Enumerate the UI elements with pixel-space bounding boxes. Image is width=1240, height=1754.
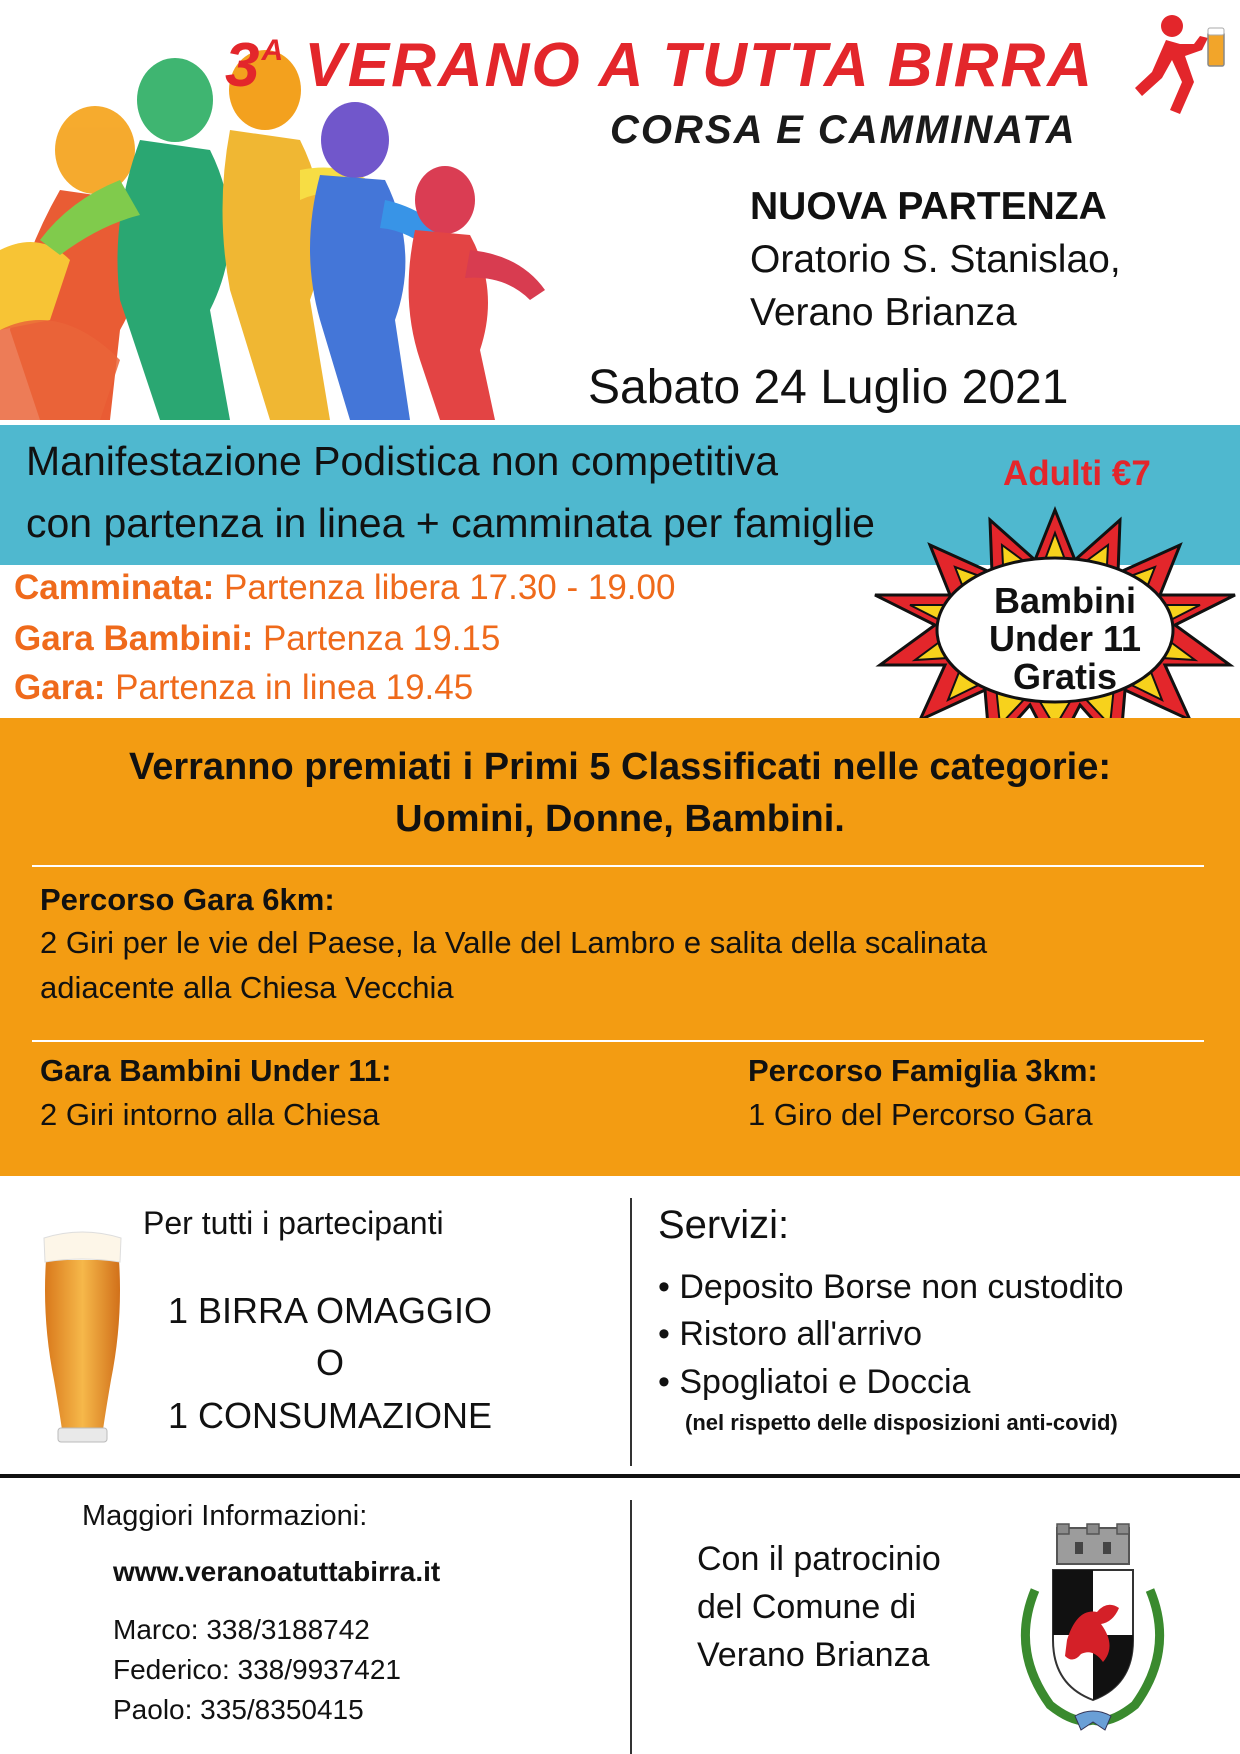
participants-heading: Per tutti i partecipanti bbox=[143, 1205, 444, 1241]
schedule-race: Gara: Partenza in linea 19.45 bbox=[14, 668, 474, 707]
participants-or: O bbox=[315, 1342, 344, 1383]
kids-offer-line-3: Gratis bbox=[1012, 656, 1118, 697]
services-item-3: • Spogliatoi e Doccia bbox=[658, 1363, 971, 1401]
services-item-1: • Deposito Borse non custodito bbox=[658, 1268, 1124, 1306]
participants-beer: 1 BIRRA OMAGGIO bbox=[167, 1290, 493, 1331]
kids-course-title: Gara Bambini Under 11: bbox=[40, 1053, 392, 1088]
kids-offer-line-2: Under 11 bbox=[988, 618, 1142, 659]
contact-paolo: Paolo: 335/8350415 bbox=[113, 1694, 364, 1725]
section-divider bbox=[0, 1474, 1240, 1478]
contact-marco: Marco: 338/3188742 bbox=[113, 1614, 370, 1645]
adult-price: Adulti €7 bbox=[1003, 454, 1151, 493]
event-date: Sabato 24 Luglio 2021 bbox=[588, 361, 1069, 414]
prizes-line-2: Uomini, Donne, Bambini. bbox=[395, 798, 845, 840]
venue-town: Verano Brianza bbox=[750, 291, 1017, 334]
website-link[interactable]: www.veranoatuttabirra.it bbox=[113, 1556, 441, 1587]
description-line-1: Manifestazione Podistica non competitiva bbox=[26, 438, 779, 484]
race-course-line-2: adiacente alla Chiesa Vecchia bbox=[40, 970, 454, 1005]
divider bbox=[32, 1040, 1204, 1042]
race-course-line-1: 2 Giri per le vie del Paese, la Valle del Lambro e salita della scalinata bbox=[40, 925, 988, 960]
race-course-title: Percorso Gara 6km: bbox=[40, 882, 335, 917]
info-heading: Maggiori Informazioni: bbox=[82, 1500, 368, 1532]
runner-beer-logo bbox=[1130, 10, 1230, 120]
kids-course-text: 2 Giri intorno alla Chiesa bbox=[40, 1097, 380, 1132]
participants-drink: 1 CONSUMAZIONE bbox=[167, 1395, 493, 1436]
family-course-title: Percorso Famiglia 3km: bbox=[748, 1053, 1098, 1088]
kids-offer-line-1: Bambini bbox=[993, 580, 1136, 621]
services-item-2: • Ristoro all'arrivo bbox=[658, 1315, 923, 1353]
schedule-walk: Camminata: Partenza libera 17.30 - 19.00 bbox=[14, 568, 676, 607]
patronage-line-1: Con il patrocinio bbox=[697, 1540, 941, 1578]
description-line-2: con partenza in linea + camminata per famiglie bbox=[26, 500, 875, 546]
event-title: $3^A$ VERANO A TUTTA BIRRA bbox=[225, 31, 1095, 100]
schedule-kids-race: Gara Bambini: Partenza 19.15 bbox=[14, 619, 501, 658]
venue-heading: NUOVA PARTENZA bbox=[750, 185, 1107, 228]
venue-location: Oratorio S. Stanislao, bbox=[750, 238, 1121, 281]
vertical-divider bbox=[630, 1198, 632, 1466]
coat-of-arms-icon bbox=[1005, 1520, 1180, 1735]
patronage-line-3: Verano Brianza bbox=[697, 1636, 930, 1674]
family-course-text: 1 Giro del Percorso Gara bbox=[748, 1097, 1093, 1132]
contact-federico: Federico: 338/9937421 bbox=[113, 1654, 401, 1685]
event-subtitle: CORSA E CAMMINATA bbox=[610, 108, 1077, 152]
services-heading: Servizi: bbox=[658, 1203, 790, 1247]
services-note: (nel rispetto delle disposizioni anti-covid) bbox=[685, 1410, 1118, 1435]
divider bbox=[32, 865, 1204, 867]
patronage-line-2: del Comune di bbox=[697, 1588, 917, 1626]
vertical-divider bbox=[630, 1500, 632, 1754]
prizes-line-1: Verranno premiati i Primi 5 Classificati nelle categorie: bbox=[128, 746, 1112, 788]
beer-glass-icon bbox=[40, 1230, 125, 1445]
